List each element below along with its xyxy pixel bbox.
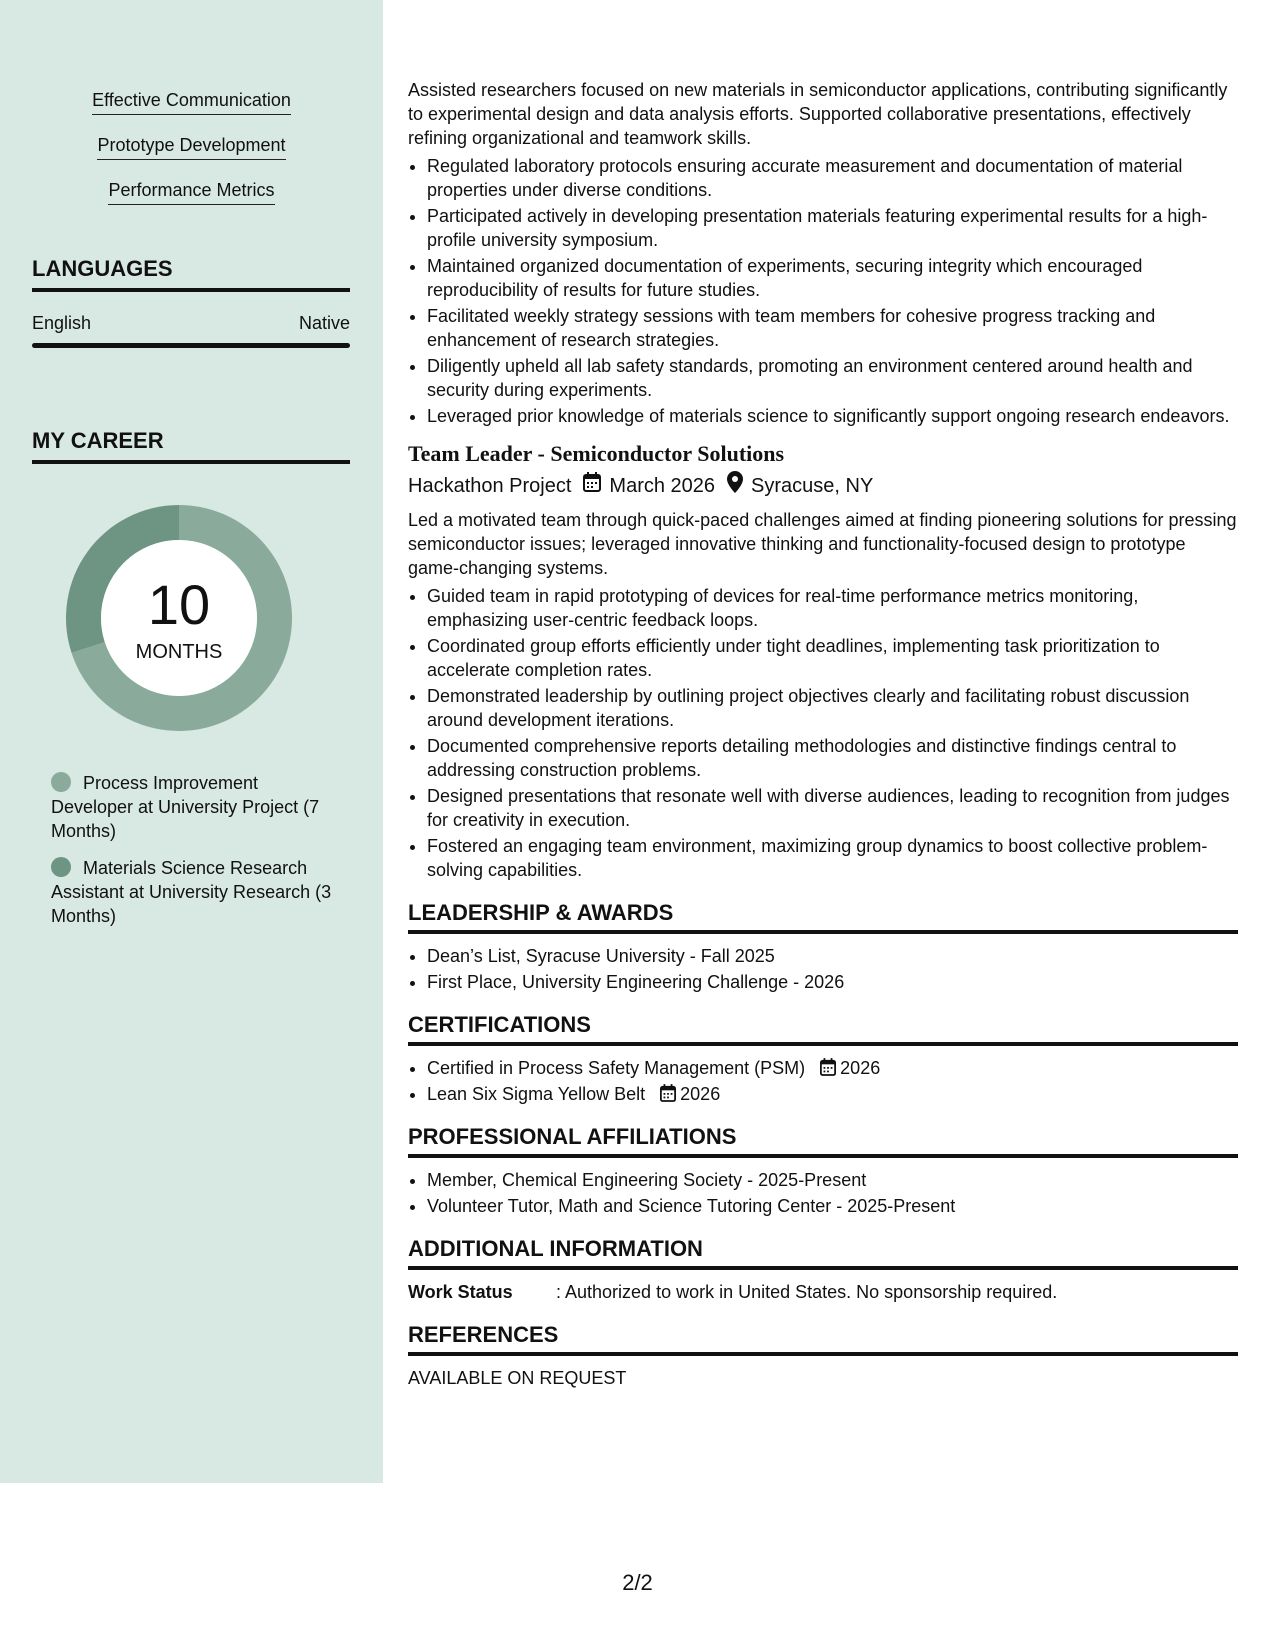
additional-info-heading: ADDITIONAL INFORMATION (408, 1236, 1238, 1270)
list-item: • Volunteer Tutor, Math and Science Tutoring Center - 2025-Present (427, 1194, 1238, 1218)
list-item: • Coordinated group efforts efficiently under tight deadlines, implementing task prioritization to accelerate completion rates. (427, 634, 1238, 682)
certification-date (660, 1084, 720, 1104)
certifications-list (408, 1056, 1238, 1106)
job-summary: Assisted researchers focused on new materials in semiconductor applications, contributing significantly to experimental design and data analysis efforts. Supported collaborative presentations, effectively refining organizational and teamwork skills. (408, 80, 1228, 148)
skill-label: Performance Metrics (108, 179, 274, 205)
calendar-icon (660, 1084, 676, 1102)
career-unit: MONTHS (135, 641, 223, 663)
skill-label: Prototype Development (97, 134, 285, 160)
list-item: • Maintained organized documentation of experiments, securing integrity which encouraged reproducibility of results for future studies. (427, 254, 1238, 302)
job-title: Team Leader - Semiconductor Solutions (408, 441, 785, 466)
career-legend-item (51, 856, 341, 928)
language-row (32, 312, 350, 334)
list-item (427, 1056, 1238, 1080)
calendar-icon (820, 1058, 836, 1076)
certification-name: Certified in Process Safety Management (PSM) (427, 1058, 806, 1078)
job-meta (408, 471, 1238, 500)
affiliations-heading: PROFESSIONAL AFFILIATIONS (408, 1124, 1238, 1158)
job-bullets (408, 584, 1238, 882)
career-legend-label: Materials Science Research Assistant at University Research (3 Months) (51, 858, 332, 926)
job-summary: Led a motivated team through quick-paced challenges aimed at finding pioneering solutions for pressing semiconductor issues; leveraged innovative thinking and functionality-focused design to prototype game-changing systems. (408, 510, 1237, 578)
language-name: English (32, 313, 92, 333)
certification-year: 2026 (840, 1058, 881, 1078)
list-item: • Participated actively in developing presentation materials featuring experimental results for a high-profile university symposium. (427, 204, 1238, 252)
awards-heading: LEADERSHIP & AWARDS (408, 900, 1238, 934)
list-item: • Dean’s List, Syracuse University - Fall 2025 (427, 944, 1238, 968)
list-item (427, 1082, 1238, 1106)
list-item: • Documented comprehensive reports detailing methodologies and distinctive findings central to addressing construction problems. (427, 734, 1238, 782)
job-bullets (408, 154, 1238, 428)
legend-dot (51, 772, 71, 792)
list-item: • Leveraged prior knowledge of materials science to significantly support ongoing research endeavors. (427, 404, 1238, 428)
certification-year: 2026 (680, 1084, 721, 1104)
list-item: • Member, Chemical Engineering Society - 2025-Present (427, 1168, 1238, 1192)
languages-heading: LANGUAGES (32, 256, 350, 292)
career-heading: MY CAREER (32, 428, 350, 464)
skill-item (0, 179, 383, 205)
skill-item (0, 89, 383, 115)
list-item: • Facilitated weekly strategy sessions with team members for cohesive progress tracking and enhancement of research strategies. (427, 304, 1238, 352)
work-status-label: Work Status (408, 1282, 513, 1302)
list-item: • Designed presentations that resonate well with diverse audiences, leading to recognition from judges for creativity in execution. (427, 784, 1238, 832)
references-text: AVAILABLE ON REQUEST (408, 1368, 627, 1388)
sidebar (0, 0, 383, 1483)
awards-list (408, 944, 1238, 994)
legend-dot (51, 857, 71, 877)
calendar-icon (583, 472, 601, 499)
work-status-value: : Authorized to work in United States. No sponsorship required. (556, 1282, 1058, 1302)
job-location: Syracuse, NY (751, 474, 874, 497)
skill-label: Effective Communication (92, 89, 291, 115)
career-legend-item (51, 771, 341, 843)
certification-date (820, 1058, 880, 1078)
page-number: 2/2 (622, 1570, 653, 1595)
list-item: • First Place, University Engineering Challenge - 2026 (427, 970, 1238, 994)
list-item: • Regulated laboratory protocols ensuring accurate measurement and documentation of material properties under diverse conditions. (427, 154, 1238, 202)
affiliations-list (408, 1168, 1238, 1218)
job-org: Hackathon Project (408, 474, 572, 497)
list-item: • Guided team in rapid prototyping of devices for real-time performance metrics monitoring, emphasizing user-centric feedback loops. (427, 584, 1238, 632)
location-pin-icon (727, 471, 743, 500)
main-content (408, 78, 1238, 1394)
skill-item (0, 134, 383, 160)
work-status-row (408, 1280, 1238, 1304)
career-legend-label: Process Improvement Developer at University Project (7 Months) (51, 773, 320, 841)
list-item: • Fostered an engaging team environment, maximizing group dynamics to boost collective problem-solving capabilities. (427, 834, 1238, 882)
certification-name: Lean Six Sigma Yellow Belt (427, 1084, 646, 1104)
references-heading: REFERENCES (408, 1322, 1238, 1356)
language-level: Native (298, 313, 350, 333)
list-item: • Demonstrated leadership by outlining project objectives clearly and facilitating robust discussion around development iterations. (427, 684, 1238, 732)
list-item: • Diligently upheld all lab safety standards, promoting an environment centered around health and security during experiments. (427, 354, 1238, 402)
career-total: 10 (147, 573, 211, 636)
certifications-heading: CERTIFICATIONS (408, 1012, 1238, 1046)
language-level-bar (32, 343, 350, 348)
job-date: March 2026 (609, 474, 716, 497)
